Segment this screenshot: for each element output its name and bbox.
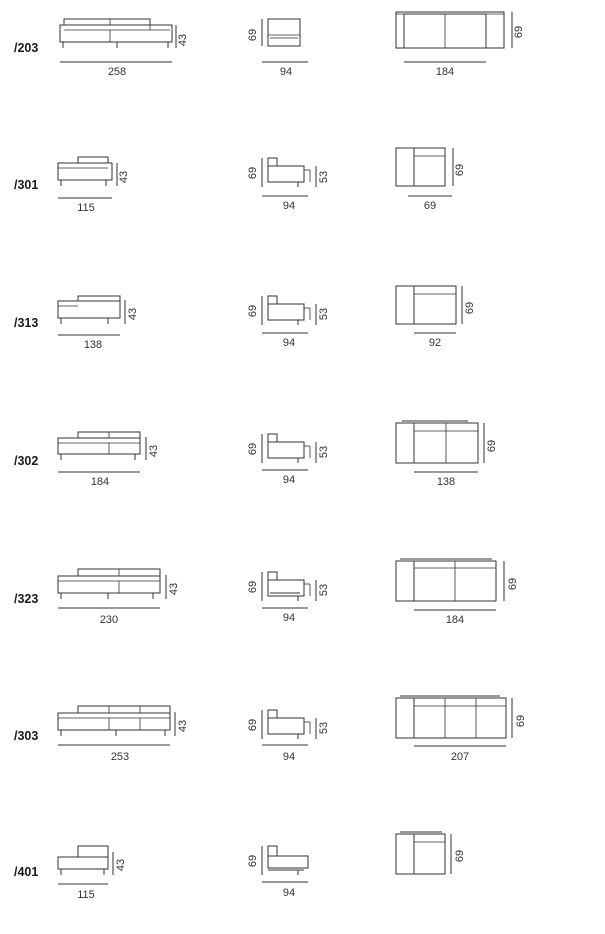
top-view (396, 832, 445, 874)
top-view (396, 12, 504, 48)
top-view (396, 148, 445, 186)
front-height-label: 43 (168, 582, 180, 596)
side-depth-label: 94 (282, 887, 296, 899)
side-height-label: 69 (247, 442, 259, 456)
model-code: /203 (14, 41, 39, 55)
top-width-label: 138 (436, 476, 456, 488)
row-303 (14, 696, 527, 763)
side-view (268, 572, 310, 601)
row-401 (14, 832, 466, 901)
top-view (396, 559, 496, 601)
side-height-label: 69 (247, 304, 259, 318)
front-width-label: 138 (83, 339, 103, 351)
side-height-label: 69 (247, 166, 259, 180)
front-height-label: 43 (127, 307, 139, 321)
front-view (58, 569, 160, 599)
side-arm-height-label: 53 (318, 170, 330, 184)
model-code: /323 (14, 592, 39, 606)
front-width-label: 184 (90, 476, 110, 488)
side-view (268, 434, 310, 463)
front-view (58, 296, 120, 324)
side-depth-label: 94 (282, 612, 296, 624)
front-view (58, 432, 140, 460)
side-arm-height-label: 53 (318, 307, 330, 321)
side-height-label: 69 (247, 718, 259, 732)
top-width-label: 184 (445, 614, 465, 626)
front-view (58, 706, 170, 736)
row-302 (14, 421, 498, 488)
side-depth-label: 94 (282, 751, 296, 763)
side-depth-label: 94 (282, 200, 296, 212)
top-width-label: 92 (428, 337, 442, 349)
top-view (396, 421, 478, 463)
side-depth-label: 94 (282, 337, 296, 349)
model-code: /303 (14, 729, 39, 743)
model-code: /302 (14, 454, 39, 468)
top-depth-label: 69 (454, 849, 466, 863)
top-depth-label: 69 (464, 301, 476, 315)
model-code: /401 (14, 865, 39, 879)
front-width-label: 115 (77, 202, 95, 214)
front-height-label: 43 (148, 444, 160, 458)
side-view (268, 296, 310, 325)
side-view (268, 710, 310, 739)
front-width-label: 253 (110, 751, 130, 763)
side-arm-height-label: 53 (318, 583, 330, 597)
front-width-label: 230 (99, 614, 119, 626)
model-code: /313 (14, 316, 39, 330)
top-depth-label: 69 (513, 25, 525, 39)
side-height-label: 69 (247, 28, 259, 42)
side-view (268, 158, 310, 187)
top-width-label: 69 (423, 200, 437, 212)
side-arm-height-label: 53 (318, 721, 330, 735)
top-depth-label: 69 (454, 163, 466, 177)
row-313 (14, 286, 476, 351)
top-view (396, 286, 456, 324)
top-depth-label: 69 (507, 577, 519, 591)
front-view (58, 846, 108, 875)
side-height-label: 69 (247, 854, 259, 868)
side-height-label: 69 (247, 580, 259, 594)
front-height-label: 43 (115, 858, 127, 872)
front-width-label: 115 (77, 889, 95, 901)
side-view (268, 19, 300, 46)
front-width-label: 258 (107, 66, 127, 78)
row-323 (14, 559, 519, 626)
row-203 (14, 12, 525, 78)
front-height-label: 43 (118, 170, 130, 184)
top-view (396, 696, 506, 738)
side-depth-label: 94 (282, 474, 296, 486)
top-depth-label: 69 (515, 714, 527, 728)
side-view (268, 846, 308, 875)
side-arm-height-label: 53 (318, 445, 330, 459)
front-view (60, 19, 172, 48)
row-301 (14, 148, 466, 214)
model-code: /301 (14, 178, 39, 192)
top-depth-label: 69 (486, 439, 498, 453)
top-width-label: 184 (435, 66, 455, 78)
front-height-label: 43 (177, 719, 189, 733)
front-view (58, 157, 112, 186)
top-width-label: 207 (450, 751, 470, 763)
front-height-label: 43 (177, 33, 189, 47)
side-depth-label: 94 (279, 66, 293, 78)
